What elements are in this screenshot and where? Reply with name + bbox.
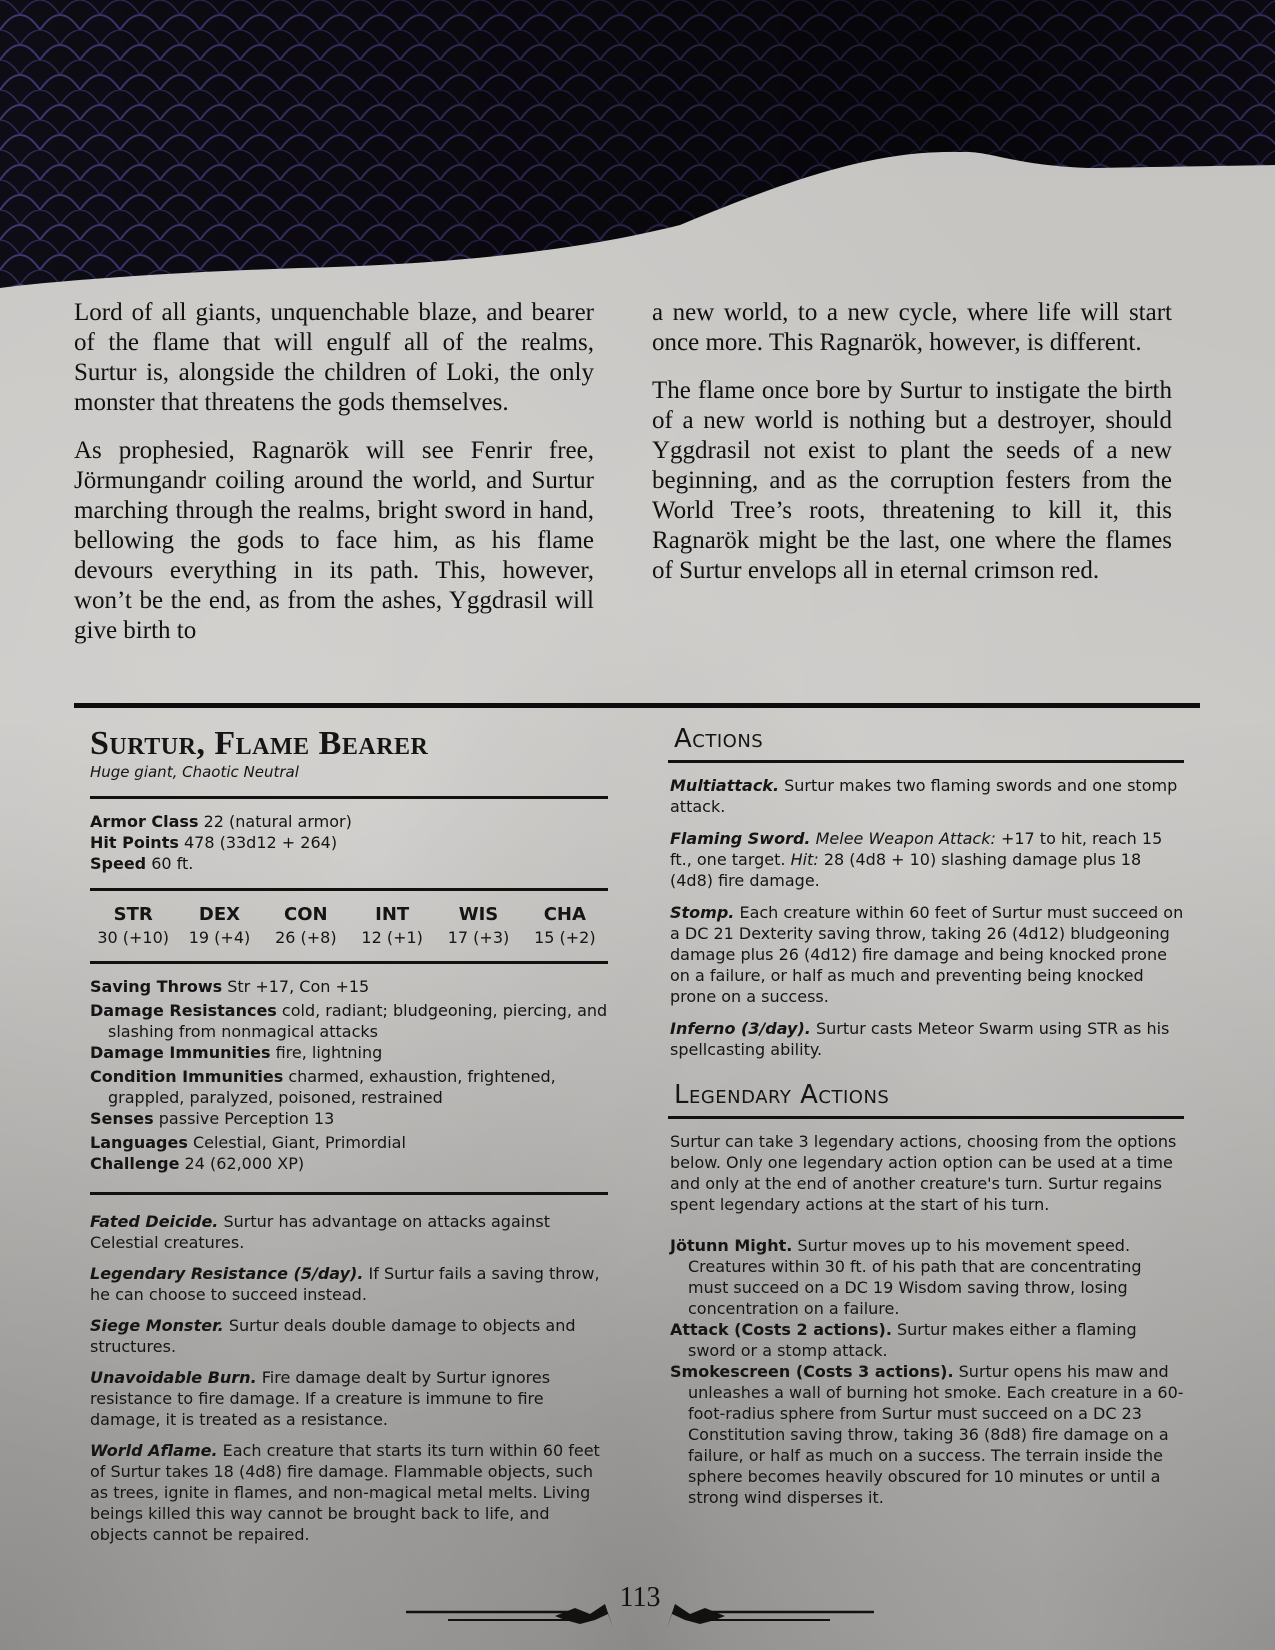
- action-flaming-sword: Flaming Sword. Melee Weapon Attack: +17 to hit, reach 15 ft., one target. Hit: 28 (4d8 + 10) slashing damage plus 18 (4d8) fire damage.: [670, 829, 1163, 890]
- section-rule: [668, 760, 1184, 763]
- prop-label: Hit Points: [90, 833, 179, 852]
- challenge: Challenge 24 (62,000 XP): [90, 1154, 305, 1173]
- trait-world-aflame: World Aflame. Each creature that starts its turn within 60 feet of Surtur takes 18 (4d8) fire damage. Flammable objects, such as trees, ignite in flames, and non-magical metal melts. Living beings killed this way cannot be brought back to life, and objects cannot be repaired.: [90, 1441, 600, 1544]
- stat-rule: [90, 1192, 608, 1195]
- armor-class: [90, 811, 608, 832]
- legendary-smokescreen: Smokescreen (Costs 3 actions). Surtur opens his maw and unleashes a wall of burning hot smoke. Each creature in a 60-foot-radius sphere from Surtur must succeed on a DC 23 Constitution saving throw, taking 36 (8d8) fire damage on a failure, or half as much on a success. The terrain inside the sphere becomes heavily obscured for 10 minutes or until a strong wind disperses it.: [670, 1362, 1184, 1507]
- prop-label: Speed: [90, 854, 147, 873]
- intro-paragraph: Lord of all giants, unquenchable blaze, and bearer of the flame that will engulf all of the realms, Surtur is, alongside the children of Loki, the only monster that threatens the gods themselves.: [74, 299, 594, 416]
- prop-value: 22 (natural armor): [203, 812, 352, 831]
- legendary-actions-intro: Surtur can take 3 legendary actions, choosing from the options below. Only one legendary action option can be used at a time and only at the end of another creature's turn. Surtur regains spent legendary actions at the start of his turn.: [670, 1132, 1177, 1214]
- hit-points: [90, 832, 608, 853]
- ability-cha: CHA 15 (+2): [534, 904, 596, 947]
- prop-value: 60 ft.: [151, 854, 194, 873]
- damage-immunities: Damage Immunities fire, lightning: [90, 1043, 383, 1062]
- intro-paragraph: The flame once bore by Surtur to instigate the birth of a new world is nothing but a destroyer, should Yggdrasil not exist to plant the seeds of a new beginning, and as the corruption festers from the World Tree’s roots, threatening to kill it, this Ragnarök might be the last, one where the flames of Surtur envelops all in eternal crimson red.: [652, 377, 1172, 584]
- damage-resistances: Damage Resistances cold, radiant; bludgeoning, piercing, and slashing from nonmagical attacks: [90, 1001, 608, 1041]
- ability-int: INT 12 (+1): [361, 904, 423, 947]
- stat-rule: [90, 888, 608, 891]
- page-number: 113: [619, 1582, 661, 1613]
- intro-right-column: [652, 298, 1172, 664]
- intro-left-column: [74, 298, 594, 664]
- trait-siege-monster: Siege Monster. Surtur deals double damage to objects and structures.: [90, 1316, 576, 1356]
- speed: [90, 853, 608, 874]
- action-multiattack: Multiattack. Surtur makes two flaming swords and one stomp attack.: [670, 776, 1178, 816]
- actions-heading: Actions: [674, 724, 764, 754]
- trait-fated-deicide: Fated Deicide. Surtur has advantage on attacks against Celestial creatures.: [90, 1212, 550, 1252]
- header-scale-art: [0, 0, 1275, 300]
- section-rule: [668, 1116, 1184, 1119]
- dragon-scale-band-icon: [0, 0, 1275, 300]
- legendary-attack: Attack (Costs 2 actions). Surtur makes either a flaming sword or a stomp attack.: [670, 1320, 1137, 1360]
- condition-immunities: Condition Immunities charmed, exhaustion, frightened, grappled, paralyzed, poisoned, restrained: [90, 1067, 556, 1107]
- saving-throws: Saving Throws Str +17, Con +15: [90, 977, 370, 996]
- actions-column: [668, 722, 1184, 1508]
- action-inferno: Inferno (3/day). Surtur casts Meteor Swarm using STR as his spellcasting ability.: [670, 1019, 1170, 1059]
- ability-wis: WIS 17 (+3): [447, 904, 510, 947]
- intro-text: [74, 298, 1172, 664]
- senses: Senses passive Perception 13: [90, 1109, 335, 1128]
- intro-paragraph: As prophesied, Ragnarök will see Fenrir free, Jörmungandr coiling around the world, and Surtur marching through the realms, bright sword in hand, bellowing the gods to face him, as his flame devours everything in its path. This, however, won’t be the end, as from the ashes, Yggdrasil will give birth to: [74, 437, 594, 644]
- section-divider: [74, 703, 1200, 708]
- trait-legendary-resistance: Legendary Resistance (5/day). If Surtur fails a saving throw, he can choose to succeed instead.: [90, 1264, 600, 1304]
- trait-unavoidable-burn: Unavoidable Burn. Fire damage dealt by Surtur ignores resistance to fire damage. If a creature is immune to fire damage, it is treated as a resistance.: [90, 1368, 551, 1429]
- ability-str: STR 30 (+10): [97, 904, 170, 947]
- prop-label: Armor Class: [90, 812, 199, 831]
- intro-paragraph: a new world, to a new cycle, where life will start once more. This Ragnarök, however, is different.: [652, 299, 1172, 356]
- legendary-jotunn-might: Jötunn Might. Surtur moves up to his movement speed. Creatures within 30 ft. of his path that are concentrating must succeed on a DC 19 Wisdom saving throw, losing concentration on a failure.: [670, 1236, 1142, 1318]
- stat-rule: [90, 796, 608, 799]
- languages: Languages Celestial, Giant, Primordial: [90, 1133, 406, 1152]
- ability-scores: [90, 903, 608, 949]
- stat-block: [90, 720, 608, 1555]
- stat-rule: [90, 961, 608, 964]
- legendary-actions-heading: Legendary Actions: [674, 1080, 890, 1110]
- page-footer: [400, 1580, 880, 1630]
- prop-value: 478 (33d12 + 264): [183, 833, 338, 852]
- ability-dex: DEX 19 (+4): [188, 904, 251, 947]
- creature-name: Surtur, Flame Bearer: [90, 725, 429, 762]
- ability-con: CON 26 (+8): [275, 904, 337, 947]
- creature-type: Huge giant, Chaotic Neutral: [90, 763, 299, 781]
- action-stomp: Stomp. Each creature within 60 feet of Surtur must succeed on a DC 21 Dexterity saving throw, taking 26 (4d12) bludgeoning damage plus 26 (4d12) fire damage and being knocked prone on a failure, or half as much and preventing being knocked prone on a success.: [670, 903, 1184, 1006]
